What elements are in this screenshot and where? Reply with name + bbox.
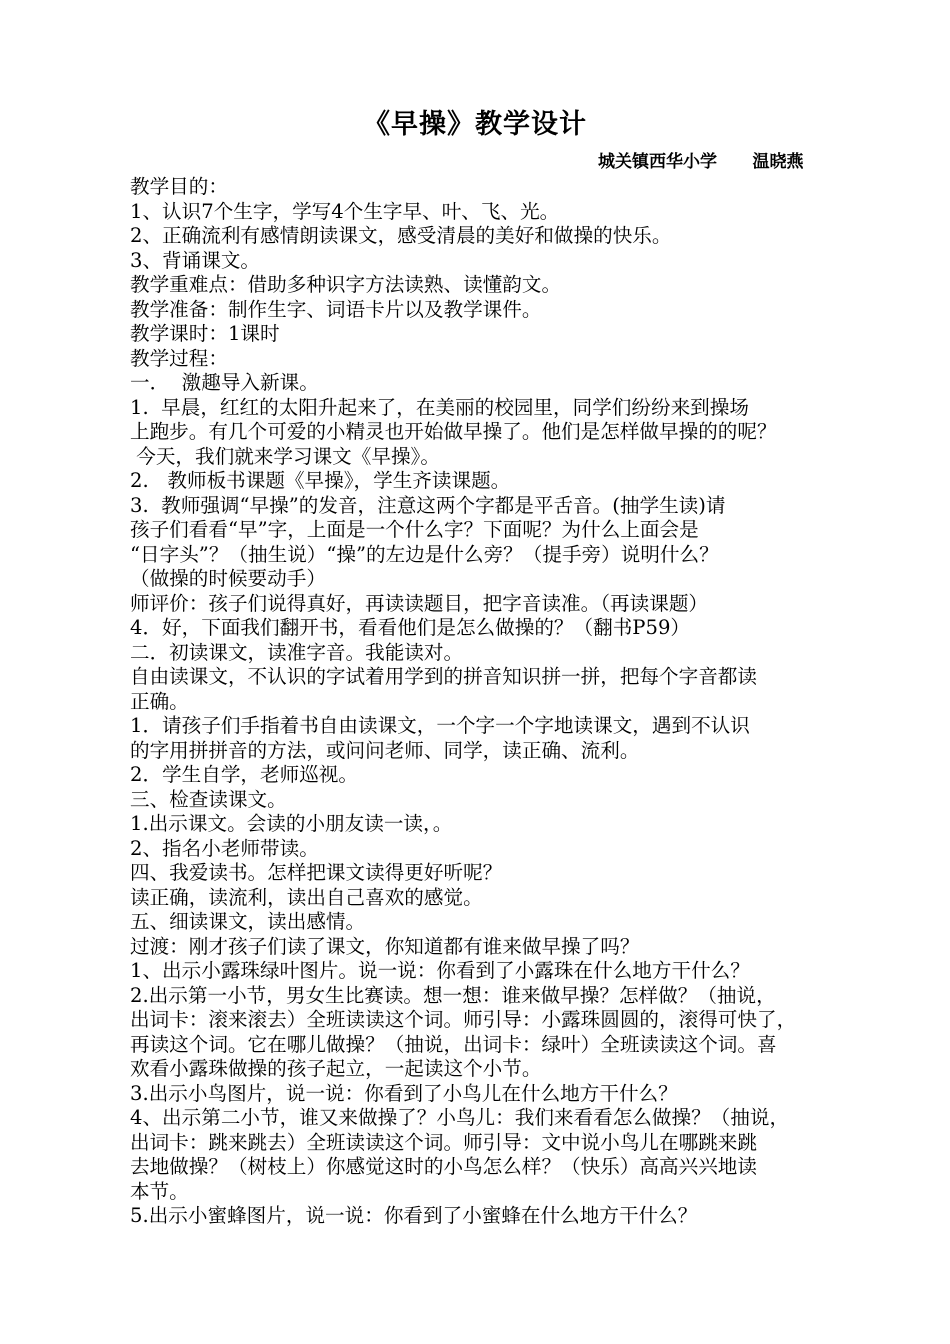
text-line: 2. 教师板书课题《早操》，学生齐读课题。 <box>130 469 511 492</box>
text-line: 3. 教师强调“早操”的发音，注意这两个字都是平舌音。(抽学生读)请 <box>130 493 726 517</box>
text-line: 师评价：孩子们说得真好，再读读题目，把字音读准。（再读课题） <box>130 591 709 615</box>
text-line: 2.出示第一小节，男女生比赛读。想一想：谁来做早操？怎样做？（抽说， <box>130 983 776 1007</box>
body-text <box>130 175 840 1229</box>
text-line: 1、认识7个生字，学写4个生字早、叶、飞、光。 <box>130 199 560 223</box>
text-line: 教学课时：1课时 <box>130 322 280 345</box>
text-line: 三、检查读课文。 <box>130 787 287 811</box>
text-line: 2、正确流利有感情朗读课文，感受清晨的美好和做操的快乐。 <box>130 224 672 247</box>
text-line: 3、背诵课文。 <box>130 248 261 272</box>
text-line: 4．好，下面我们翻开书，看看他们是怎么做操的？（翻书P59） <box>130 616 691 639</box>
text-line: 正确。 <box>130 689 189 713</box>
author-line: 城关镇西华小学 温晓燕 <box>598 152 804 172</box>
text-line: 欢看小露珠做操的孩子起立，一起读这个小节。 <box>130 1057 542 1080</box>
text-line: 四、我爱读书。怎样把课文读得更好听呢？ <box>130 861 503 884</box>
text-line: “日字头”？（抽生说）“操”的左边是什么旁？（提手旁）说明什么？ <box>130 542 719 566</box>
text-line: 今天，我们就来学习课文《早操》。 <box>130 444 440 468</box>
text-line: 过渡：刚才孩子们读了课文，你知道都有谁来做早操了吗？ <box>130 934 640 958</box>
text-line: 五、细读课文，读出感情。 <box>130 910 366 933</box>
text-line: 去地做操？（树枝上）你感觉这时的小鸟怎么样？（快乐）高高兴兴地读 <box>130 1155 757 1178</box>
text-line: 4、出示第二小节，谁又来做操了？小鸟儿：我们来看看怎么做操？（抽说， <box>130 1106 790 1129</box>
text-line: 本节。 <box>130 1179 189 1203</box>
text-line: 1．请孩子们手指着书自由读课文，一个字一个字地读课文，遇到不认识 <box>130 714 750 737</box>
text-line: 教学重难点：借助多种识字方法读熟、读懂韵文。 <box>130 273 562 296</box>
text-line: 自由读课文，不认识的字试着用学到的拼音知识拼一拼，把每个字音都读 <box>130 665 757 688</box>
text-line: 上跑步。有几个可爱的小精灵也开始做早操了。他们是怎样做早操的的呢？ <box>130 420 777 443</box>
text-line: 教学目的： <box>130 175 228 198</box>
text-line: 一． 激趣导入新课。 <box>130 371 319 394</box>
text-line: 出词卡：跳来跳去）全班读读这个词。师引导：文中说小鸟儿在哪跳来跳 <box>130 1130 757 1154</box>
text-line: 出词卡：滚来滚去）全班读读这个词。师引导：小露珠圆圆的，滚得可快了， <box>130 1008 797 1031</box>
text-line: 教学过程： <box>130 346 228 370</box>
text-line: 的字用拼拼音的方法，或问问老师、同学，读正确、流利。 <box>130 738 640 762</box>
text-line: 5.出示小蜜蜂图片，说一说：你看到了小蜜蜂在什么地方干什么？ <box>130 1204 698 1227</box>
text-line: 二．初读课文，读准字音。我能读对。 <box>130 640 464 664</box>
text-line: 3.出示小鸟图片，说一说：你看到了小鸟儿在什么地方干什么？ <box>130 1081 678 1105</box>
text-line: 孩子们看看“早”字，上面是一个什么字？下面呢？为什么上面会是 <box>130 518 699 541</box>
text-line: 1、出示小露珠绿叶图片。说一说：你看到了小露珠在什么地方干什么？ <box>130 959 750 982</box>
text-line: 教学准备：制作生字、词语卡片以及教学课件。 <box>130 297 542 321</box>
text-line: 再读这个词。它在哪儿做操？（抽说，出词卡：绿叶）全班读读这个词。喜 <box>130 1032 777 1056</box>
text-line: 1. 早晨，红红的太阳升起来了，在美丽的校园里，同学们纷纷来到操场 <box>130 395 749 419</box>
text-line: （做操的时候要动手） <box>130 567 326 590</box>
page-title: 《早操》教学设计 <box>363 109 587 140</box>
text-line: 1.出示课文。会读的小朋友读一读，。 <box>130 812 453 835</box>
text-line: 2、指名小老师带读。 <box>130 836 319 860</box>
text-line: 读正确，读流利，读出自己喜欢的感觉。 <box>130 885 483 909</box>
text-line: 2．学生自学，老师巡视。 <box>130 763 358 786</box>
